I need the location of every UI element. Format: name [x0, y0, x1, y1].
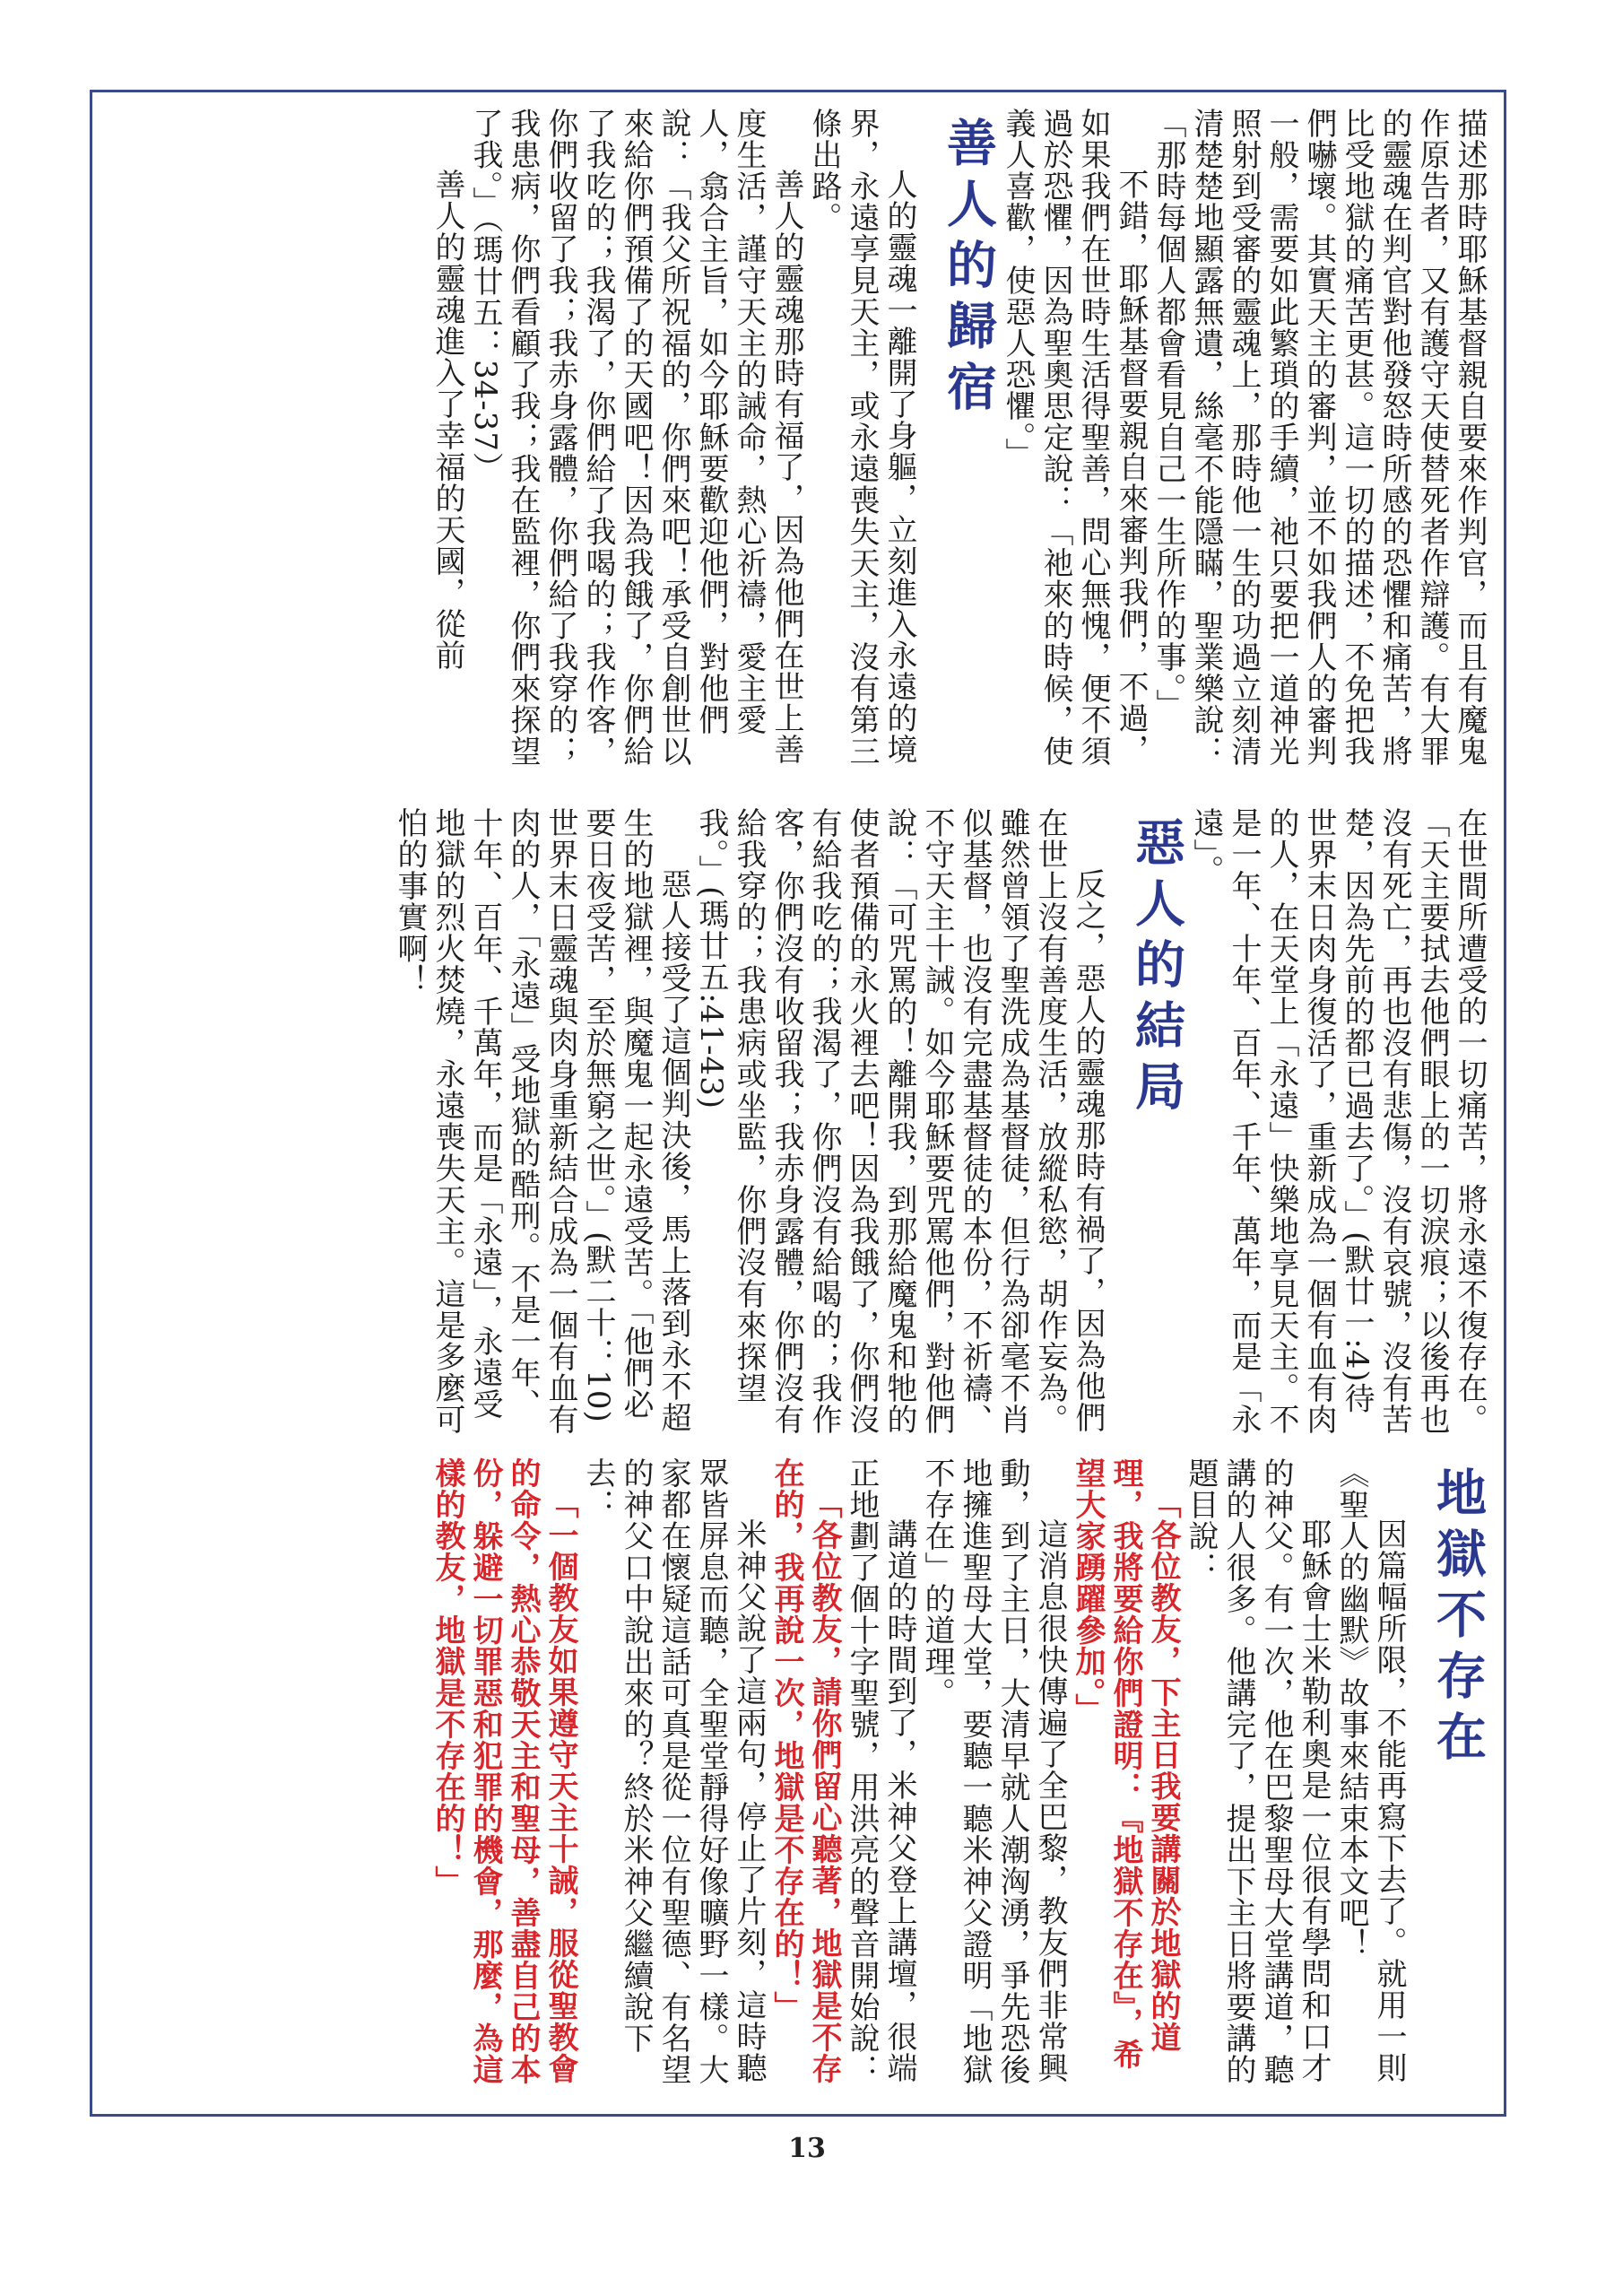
quote-announcement-text: 「各位教友，下主日我要講關於地獄的道理，我將要給你們證明：『地獄不存在』，希望大家踴躍參加。」 [1070, 1457, 1181, 2070]
heading-hell-not-exist: 地獄不存在 [1428, 1466, 1487, 1771]
paragraph-story-priest: 耶穌會士米勒利奧是一位很有學問和口才的神父。有一次，他在巴黎聖母大堂講道，聽講的人很多。他講完了，提出下主日將要講的題目說： [1183, 1457, 1332, 2085]
section-evil-people [117, 807, 1488, 1435]
paragraph-judgment-intro: 描述那時耶穌基督親自要來作判官，而且有魔鬼作原告者，又有護守天使替死者作辯護。有大罪的靈魂在判官對他發怒時所感的恐懼和痛苦，將比受地獄的痛苦更甚。這一切的描述，不免把我們嚇壞。其實天主的審判，並不如我們人的審判一般，需要如此繁瑣的手續，祂只要把一道神光照射到受審的靈魂上，那時他一生的功過立刻清清楚楚地顯露無遺，絲毫不能隱瞞，聖業樂說：「那時每個人都會看見自己一生所作的事。」 [1150, 108, 1488, 767]
paragraph-good-blessed: 善人的靈魂那時有福了，因為他們在世上善度生活，謹守天主的誡命，熱心祈禱，愛主愛人，翕合主旨，如今耶穌要歡迎他們，對他們說：「我父所祝福的，你們來吧！承受自創世以來給你們預備了的天國吧！因為我餓了，你們給了我吃的；我渴了，你們給了我喝的；我作客，你們收留了我；我赤身露體，你們給了我穿的；我患病，你們看顧了我；我在監裡，你們來探望了我。」（瑪廿五：34-37） [467, 108, 804, 767]
heading-evil-people: 惡人的結局 [1127, 816, 1185, 1121]
quote-hell-not-exist-text: 「各位教友，請你們留心聽著，地獄是不存在的，我再說一次，地獄是不存在的！」 [768, 1457, 842, 2084]
section-good-people [117, 108, 1488, 785]
paragraph-heaven-eternal: 在世間所遭受的一切痛苦，將永遠不復存在。「天主要拭去他們眼上的一切淚痕；以後再也沒有死亡，再也沒有悲傷，沒有哀號，沒有苦楚，因為先前的都已過去了。」(默廿一:4)待世界末日肉身復活了，重新成為一個有血有肉的人，在天堂上「永遠」快樂地享見天主。不是一年、十年、百年、千年、萬年，而是「永遠」。 [1188, 807, 1488, 1435]
paragraph-good-eternity: 人的靈魂一離開了身軀，立刻進入永遠的境界，永遠享見天主，或永遠喪失天主，沒有第三條出路。 [806, 108, 917, 767]
heading-good-people: 善人的歸宿 [939, 117, 997, 422]
paragraph-judgment-fear: 不錯，耶穌基督要親自來審判我們，不過，如果我們在世時生活得聖善，問心無愧，便不須過於恐懼，因為聖奧思定說：「祂來的時候，使義人喜歡，使惡人恐懼。」 [1000, 108, 1149, 767]
quote-conclusion [429, 1457, 579, 2094]
page-number: 13 [788, 2133, 826, 2164]
paragraph-crowd: 這消息很快傳遍了全巴黎，教友們非常興動，到了主日，大清早就人潮洶湧，爭先恐後地擁進聖母大堂，要聽一聽米神父證明「地獄不存在」的道理。 [919, 1457, 1068, 2085]
paragraph-good-heaven: 善人的靈魂進入了幸福的天國，從前 [430, 169, 465, 671]
paragraph-evil-hell: 惡人接受了這個判決後，馬上落到永不超生的地獄裡，與魔鬼一起永遠受苦。「他們必要日夜受苦，至於無窮之世。」(默二十：10)世界末日靈魂與肉身重新結合成為一個有血有肉的人，「永遠」受地獄的酷刑。不是一年、十年、百年、千萬年，而是「永遠」，永遠受地獄的烈火焚燒，永遠喪失天主。這是多麼可怕的事實啊！ [392, 807, 691, 1435]
paragraph-story-intro: 因篇幅所限，不能再寫下去了。就用一則《聖人的幽默》故事來結束本文吧！ [1333, 1457, 1407, 2083]
quote-conclusion-text: 「一個教友如果遵守天主十誡，服從聖教會的命令，熱心恭敬天主和聖母，善盡自己的本份，躲避一切罪惡和犯罪的機會，那麼，為這樣的教友，地獄是不存在的！」 [430, 1457, 578, 2085]
paragraph-silence: 米神父說了這兩句，停止了片刻，這時聽眾皆屏息而聽，全聖堂靜得好像曠野一樣。大家都在懷疑這話可真是從一位有聖德、有名望的神父口中說出來的？終於米神父繼續說下去： [580, 1457, 767, 2085]
quote-hell-not-exist [768, 1457, 843, 2094]
paragraph-sermon-start: 講道的時間到了，米神父登上講壇，很端正地劃了個十字聖號，用洪亮的聲音開始說： [844, 1457, 917, 2085]
paragraph-evil-cursed: 反之，惡人的靈魂那時有禍了，因為他們在世上沒有善度生活，放縱私慾，胡作妄為。雖然曾領了聖洗成為基督徒，但行為卻毫不肖似基督，也沒有完盡基督徒的本份，不祈禱、不守天主十誡。如今耶穌要咒罵他們，對他們說：「可咒罵的！離開我，到那給魔鬼和牠的使者預備的永火裡去吧！因為我餓了，你們沒有給我吃的；我渴了，你們沒有給喝的；我作客，你們沒有收留我；我赤身露體，你們沒有給我穿的；我患病或坐監，你們沒有來探望我。」(瑪廿五:41-43) [693, 807, 1106, 1435]
quote-announcement [1069, 1457, 1182, 2094]
section-hell-not-exist [117, 1457, 1488, 2094]
